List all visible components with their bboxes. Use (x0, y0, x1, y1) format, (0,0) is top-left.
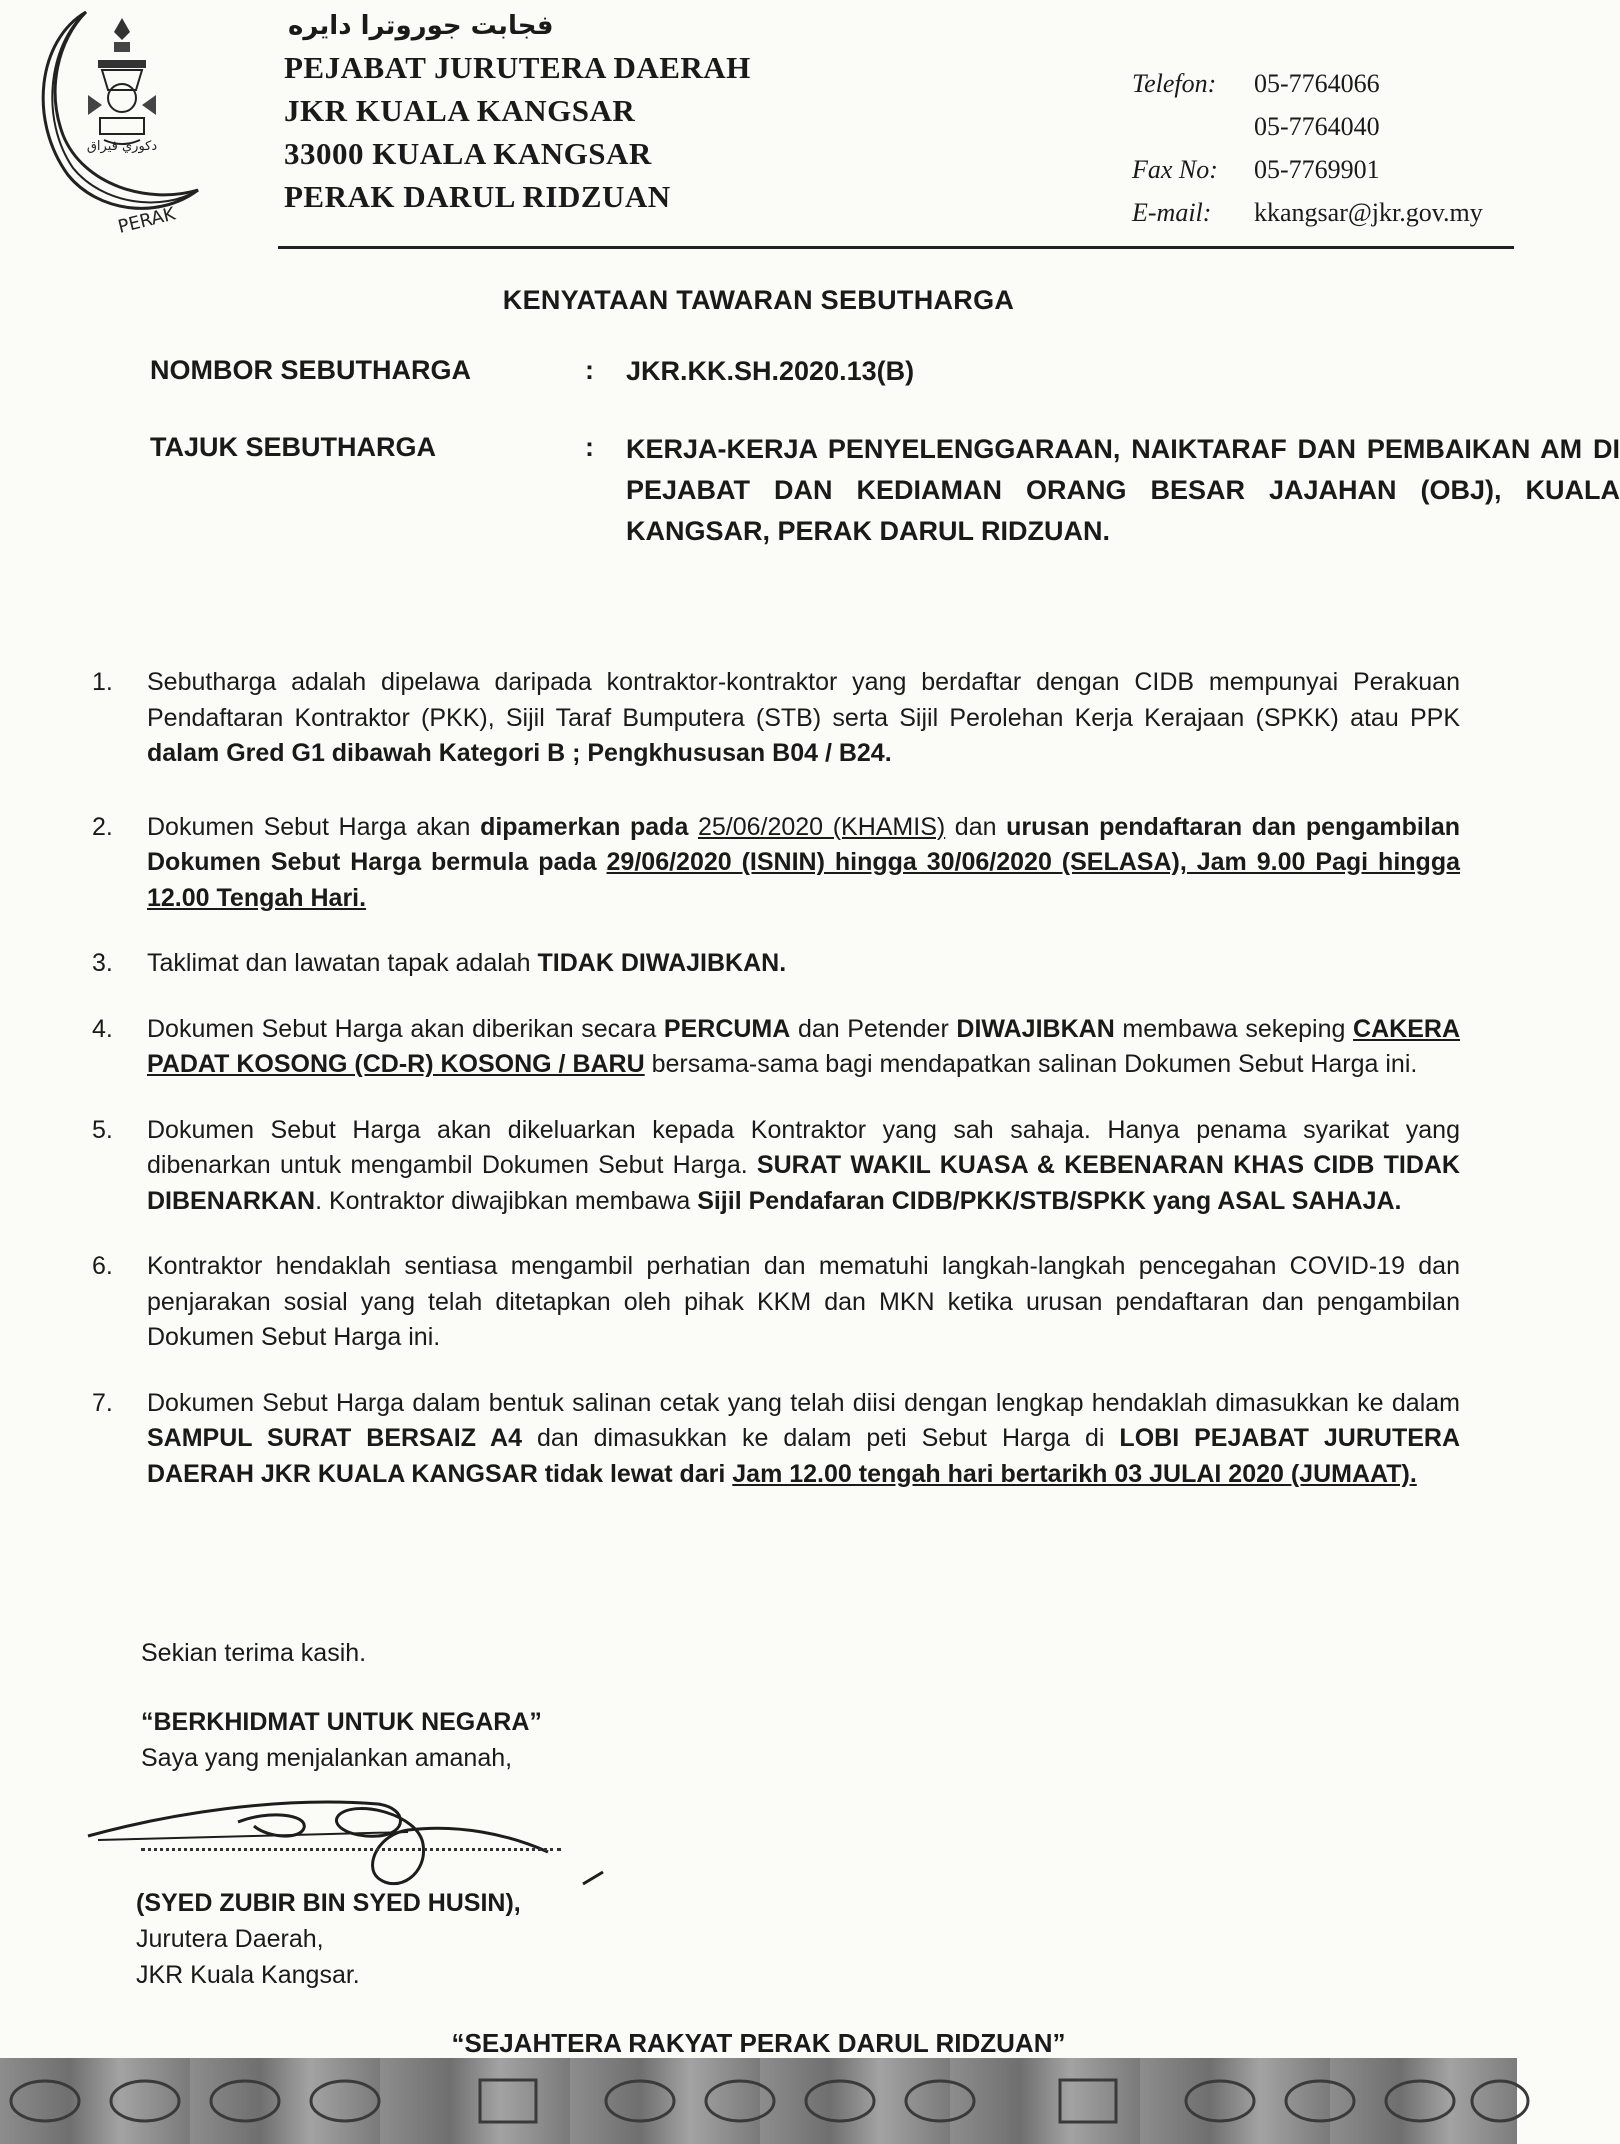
item-number: 1. (92, 668, 113, 696)
fax-value: 05-7769901 (1254, 155, 1380, 184)
footer-motto: “SEJAHTERA RAKYAT PERAK DARUL RIDZUAN” (451, 2028, 1066, 2058)
item-bold-text: SURAT WAKIL KUASA & KEBENARAN KHAS CIDB TIDAK DIBENARKAN (147, 1151, 1460, 1215)
signatory-position: Jurutera Daerah, (136, 1925, 324, 1953)
document-title: KENYATAAN TAWARAN SEBUTHARGA (502, 285, 1015, 315)
item-text: bersama-sama bagi mendapatkan salinan Dokumen Sebut Harga ini. (644, 1050, 1418, 1078)
signatory-name: (SYED ZUBIR BIN SYED HUSIN), (136, 1889, 521, 1917)
signature-line (141, 1848, 561, 1851)
closing-thanks: Sekian terima kasih. (141, 1639, 367, 1667)
quote-title-colon: : (585, 432, 594, 462)
item-text: Dokumen Sebut Harga dalam bentuk salinan cetak yang telah diisi dengan lengkap hendaklah dimasukkan ke dalam (147, 1388, 1460, 1417)
list-item (92, 1249, 1460, 1356)
item-bold-text: LOBI PEJABAT JURUTERA DAERAH JKR KUALA KANGSAR tidak lewat dari (147, 1424, 1461, 1488)
item-number: 5. (92, 1115, 113, 1144)
letterhead (0, 0, 1517, 250)
item-text: membawa sekeping (1114, 1014, 1354, 1043)
list-item (92, 665, 1460, 772)
svg-text:PERAK: PERAK (115, 203, 178, 238)
quote-title-label: TAJUK SEBUTHARGA (150, 432, 437, 462)
item-text: Kontraktor hendaklah sentiasa mengambil perhatian dan mematuhi langkah-langkah pencegahan COVID-19 dan penjarakan sosial yang telah ditetapkan oleh pihak KKM dan MKN ketika urusan pendaftaran dan pengambilan Dokumen Sebut Harga ini. (147, 1252, 1460, 1351)
office-state: PERAK DARUL RIDZUAN (284, 179, 671, 214)
item-bold-text: dalam Gred G1 dibawah Kategori B ; Pengkhususan B04 / B24. (147, 739, 892, 767)
item-bold-text: DIWAJIBKAN (956, 1014, 1115, 1043)
display-date: 25/06/2020 (KHAMIS) (697, 812, 946, 841)
item-number: 3. (92, 949, 113, 977)
cd-requirement: CAKERA PADAT KOSONG (CD-R) KOSONG / BARU (147, 1014, 1460, 1078)
item-text: . Kontraktor diwajibkan membawa (315, 1186, 698, 1215)
item-number: 7. (92, 1388, 113, 1417)
submission-deadline: Jam 12.00 tengah hari bertarikh 03 JULAI 2020 (JUMAAT). (732, 1459, 1417, 1488)
contact-row-telefon (1132, 62, 1483, 105)
list-item (92, 810, 1460, 917)
telefon-label: Telefon: (1132, 69, 1217, 98)
list-item (92, 1113, 1460, 1220)
item-text: Taklimat dan lawatan tapak adalah (147, 949, 538, 977)
quote-number-colon: : (585, 355, 594, 385)
registration-period: 29/06/2020 (ISNIN) hingga 30/06/2020 (SELASA), Jam 9.00 Pagi hingga 12.00 Tengah Hari. (147, 848, 1460, 912)
email-label: E-mail: (1132, 198, 1212, 227)
quote-title-value: KERJA-KERJA PENYELENGGARAAN, NAIKTARAF DAN PEMBAIKAN AM DI PEJABAT DAN KEDIAMAN ORANG BESAR JAJAHAN (OBJ), KUALA KANGSAR, PERAK DARUL RIDZUAN. (626, 434, 1620, 546)
footer-pattern-icon (0, 2058, 1517, 2144)
item-text: dan (945, 812, 1007, 841)
item-bold-text: Sijil Pendafaran CIDB/PKK/STB/SPKK yang ASAL SAHAJA. (697, 1186, 1402, 1215)
office-unit: JKR KUALA KANGSAR (284, 93, 636, 128)
list-item (92, 1012, 1460, 1083)
jawi-office-name: فجابت جوروترا دايره (288, 11, 554, 41)
quote-number-label: NOMBOR SEBUTHARGA (150, 355, 471, 385)
contact-row-fax (1132, 148, 1483, 191)
telefon-value-2: 05-7764040 (1254, 112, 1380, 141)
item-bold-text: SAMPUL SURAT BERSAIZ A4 (147, 1424, 522, 1452)
signatory-block (136, 1885, 521, 1993)
signatory-office: JKR Kuala Kangsar. (136, 1961, 360, 1989)
item-text: Dokumen Sebut Harga akan diberikan secara (147, 1014, 664, 1043)
telefon-value-1: 05-7764066 (1254, 69, 1380, 98)
closing-slogan: “BERKHIDMAT UNTUK NEGARA” (141, 1708, 542, 1736)
office-name: PEJABAT JURUTERA DAERAH (284, 50, 751, 85)
closing-trust: Saya yang menjalankan amanah, (141, 1744, 513, 1772)
list-item (92, 1386, 1460, 1493)
handwritten-signature (78, 1774, 618, 1894)
item-text: Sebutharga adalah dipelawa daripada kontraktor-kontraktor yang berdaftar dengan CIDB mempunyai Perakuan Pendaftaran Kontraktor (PKK), Sijil Taraf Bumputera (STB) serta Sijil Perolehan Kerja Kerajaan (SPKK) atau PPK (147, 668, 1460, 732)
item-bold-text: dipamerkan pada (480, 812, 698, 841)
header-divider (278, 246, 1514, 249)
item-bold-text: TIDAK DIWAJIBKAN. (537, 949, 787, 977)
svg-text:دكوري فيراق: دكوري فيراق (86, 139, 158, 154)
quote-number-value: JKR.KK.SH.2020.13(B) (626, 356, 915, 386)
item-text: Dokumen Sebut Harga akan dikeluarkan kepada Kontraktor yang sah sahaja. Hanya penama syarikat yang dibenarkan untuk mengambil Dokumen Sebut Harga. (147, 1115, 1460, 1179)
item-bold-text: urusan pendaftaran dan pengambilan Dokumen Sebut Harga bermula pada (147, 812, 1461, 876)
item-number: 6. (92, 1252, 113, 1280)
item-text: dan Petender (790, 1014, 957, 1043)
office-postcode-city: 33000 KUALA KANGSAR (284, 136, 652, 171)
contact-row-telefon-2 (1132, 105, 1483, 148)
item-number: 4. (92, 1014, 113, 1043)
telefon-label-2 (1132, 105, 1254, 148)
list-item (92, 946, 1460, 982)
contact-row-email (1132, 191, 1483, 234)
closing-block (141, 1635, 542, 1776)
terms-list (92, 665, 1460, 1522)
office-address-block (284, 6, 751, 218)
footer-decorative-band (0, 2058, 1517, 2144)
email-value: kkangsar@jkr.gov.my (1254, 198, 1483, 227)
item-number: 2. (92, 812, 113, 841)
perak-crest-logo (28, 0, 216, 238)
item-bold-text: PERCUMA (663, 1014, 791, 1043)
item-text: Dokumen Sebut Harga akan (147, 812, 481, 841)
contact-block (1132, 62, 1483, 234)
item-text: dan dimasukkan ke dalam peti Sebut Harga di (522, 1424, 1120, 1452)
fax-label: Fax No: (1132, 155, 1218, 184)
